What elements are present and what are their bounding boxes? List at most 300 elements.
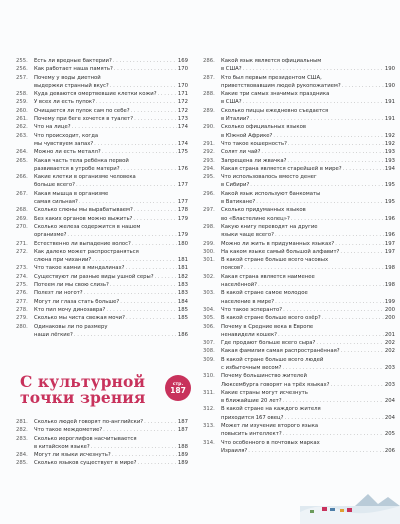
toc-entry-page: 195 xyxy=(384,199,395,206)
toc-entry-title: В какой стране больше всего людей xyxy=(221,356,324,363)
toc-entry[interactable] xyxy=(16,98,188,106)
toc-entry-number: 285. xyxy=(16,460,28,467)
toc-entry-page: 198 xyxy=(384,282,395,289)
toc-entry-title: приветствовавшим людей рукопожатием? xyxy=(221,82,341,89)
toc-entry[interactable] xyxy=(203,273,395,290)
toc-entry[interactable] xyxy=(203,165,395,173)
toc-entry-title: Сколько придуманных языков xyxy=(221,207,306,214)
toc-entry-title: в Сибири? xyxy=(221,182,250,189)
toc-entry-page: 177 xyxy=(177,182,188,189)
toc-entry-page: 200 xyxy=(384,306,395,313)
toc-dot-leader xyxy=(342,82,384,90)
toc-entry-body xyxy=(34,132,188,149)
section-heading xyxy=(20,374,145,406)
toc-entry[interactable] xyxy=(16,306,188,314)
toc-dot-leader xyxy=(132,240,177,248)
toc-entry-line xyxy=(221,231,395,239)
toc-entry-body xyxy=(34,206,188,214)
toc-entry-number: 296. xyxy=(203,190,215,197)
toc-entry-page: 196 xyxy=(384,215,395,222)
toc-entry-title: населённой? xyxy=(221,282,257,289)
toc-entry[interactable] xyxy=(16,57,188,65)
toc-entry[interactable] xyxy=(16,418,188,426)
toc-entry-line xyxy=(34,74,188,82)
toc-entry[interactable] xyxy=(16,215,188,223)
toc-entry-body xyxy=(34,65,188,73)
toc-entry-body xyxy=(34,248,188,265)
toc-entry-number: 255. xyxy=(16,58,28,64)
toc-entry-body xyxy=(221,356,395,373)
toc-entry-title: Где продают больше всего сыра? xyxy=(221,340,316,347)
toc-dot-leader xyxy=(131,107,177,115)
toc-entry-page: 204 xyxy=(384,414,395,421)
toc-entry-body xyxy=(34,323,188,340)
toc-entry-title: мы чувствуем запах? xyxy=(34,140,94,147)
toc-entry-number: 278. xyxy=(16,306,28,313)
toc-entry-body xyxy=(221,90,395,107)
toc-entry-title: Сколько иероглифов насчитывается xyxy=(34,435,137,442)
toc-entry-page: 179 xyxy=(177,232,188,239)
toc-dot-leader xyxy=(103,426,177,434)
toc-entry-line xyxy=(221,273,395,281)
toc-entry-number: 304. xyxy=(203,306,215,313)
toc-entry[interactable] xyxy=(203,422,395,439)
toc-dot-leader xyxy=(250,181,384,189)
toc-entry-body xyxy=(34,435,188,452)
toc-entry-number: 286. xyxy=(203,58,215,64)
toc-entry-number: 279. xyxy=(16,315,28,322)
toc-entry-line xyxy=(34,206,188,214)
toc-entry-line xyxy=(34,132,188,140)
toc-dot-leader xyxy=(244,264,384,272)
toc-entry-number: 302. xyxy=(203,273,215,280)
toc-entry-title: в Южной Африке? xyxy=(221,132,273,139)
toc-entry-title: Сколько железа содержится в нашем xyxy=(34,223,141,230)
toc-entry-title: в США? xyxy=(221,99,242,106)
toc-dot-leader xyxy=(291,215,384,223)
toc-entry-page: 190 xyxy=(384,82,395,89)
toc-entry-page: 191 xyxy=(384,116,395,123)
toc-entry[interactable] xyxy=(203,339,395,347)
toc-entry-title: наши лёгкие? xyxy=(34,331,73,338)
toc-entry[interactable] xyxy=(203,256,395,273)
toc-entry-page: 170 xyxy=(177,66,188,73)
toc-entry-line xyxy=(221,422,395,430)
toc-entry[interactable] xyxy=(203,314,395,322)
toc-entry-body xyxy=(221,123,395,140)
toc-entry[interactable] xyxy=(203,389,395,406)
toc-entry[interactable] xyxy=(16,107,188,115)
toc-entry-title: Куда деваются омертвевшие клетки кожи? xyxy=(34,91,157,98)
toc-entry[interactable] xyxy=(16,206,188,214)
toc-entry[interactable] xyxy=(16,123,188,131)
toc-entry-line xyxy=(34,90,188,98)
toc-entry-body xyxy=(34,426,188,434)
toc-entry[interactable] xyxy=(203,157,395,165)
toc-dot-leader xyxy=(341,347,384,355)
toc-entry-page: 173 xyxy=(177,116,188,123)
toc-entry-page: 186 xyxy=(177,331,188,338)
toc-dot-leader xyxy=(133,215,177,223)
toc-entry-line xyxy=(221,347,395,355)
toc-entry-page: 177 xyxy=(177,199,188,206)
toc-entry-body xyxy=(221,306,395,314)
toc-entry[interactable] xyxy=(203,439,395,456)
toc-entry-page: 198 xyxy=(384,265,395,272)
toc-entry-title: У всех ли есть пупок? xyxy=(34,99,95,106)
toc-entry-line xyxy=(221,198,395,206)
toc-entry-page: 205 xyxy=(384,431,395,438)
toc-entry[interactable] xyxy=(203,190,395,207)
toc-dot-leader xyxy=(91,443,177,451)
toc-entry-number: 282. xyxy=(16,427,28,434)
toc-entry-line xyxy=(34,231,188,239)
toc-entry[interactable] xyxy=(16,132,188,149)
toc-entry-title: Израиля? xyxy=(221,447,248,454)
toc-entry-title: с избыточным весом? xyxy=(221,364,282,371)
toc-dot-leader xyxy=(316,339,384,347)
toc-entry-title: приходится 167 овец? xyxy=(221,414,284,421)
toc-entry-title: Что особенного в почтовых марках xyxy=(221,439,320,446)
toc-entry-line xyxy=(221,430,395,438)
toc-entry-number: 299. xyxy=(203,240,215,247)
toc-entry-body xyxy=(34,98,188,106)
toc-entry-number: 260. xyxy=(16,107,28,114)
toc-list-culture-continued xyxy=(203,57,395,455)
toc-entry-line xyxy=(221,90,395,98)
section-heading-line1: С культурной xyxy=(20,372,146,391)
toc-entry-line xyxy=(34,198,188,206)
toc-entry-title: Что такое междометие? xyxy=(34,427,103,434)
toc-entry-line xyxy=(221,57,395,65)
toc-entry-number: 292. xyxy=(203,149,215,156)
toc-entry-page: 190 xyxy=(384,66,395,73)
toc-entry-body xyxy=(34,289,188,297)
toc-dot-leader xyxy=(248,447,384,455)
toc-entry-title: население в мире? xyxy=(221,298,275,305)
toc-entry[interactable] xyxy=(16,289,188,297)
toc-dot-leader xyxy=(84,289,177,297)
toc-entry-page: 204 xyxy=(384,398,395,405)
toc-entry-line xyxy=(221,82,395,90)
toc-dot-leader xyxy=(273,132,384,140)
toc-entry-body xyxy=(34,107,188,115)
toc-entry-title: Потеем ли мы свою слизь? xyxy=(34,282,109,289)
toc-entry[interactable] xyxy=(16,459,188,467)
badge-label: стр. xyxy=(172,381,184,387)
toc-entry-title: Что такое кошерность? xyxy=(221,140,287,147)
toc-entry-page: 176 xyxy=(177,165,188,172)
toc-entry[interactable] xyxy=(16,248,188,265)
toc-entry-line xyxy=(221,447,395,455)
toc-entry[interactable] xyxy=(203,74,395,91)
toc-entry-line xyxy=(34,323,188,331)
toc-dot-leader xyxy=(340,248,384,256)
toc-entry-title: Сколько языков существует в мире? xyxy=(34,460,137,467)
toc-entry-number: 257. xyxy=(16,74,28,81)
toc-entry-page: 181 xyxy=(177,265,188,272)
toc-entry-title: В какой стране больше всего часовых xyxy=(221,257,329,264)
toc-entry[interactable] xyxy=(203,323,395,340)
toc-entry-title: в США? xyxy=(221,66,242,73)
toc-entry[interactable] xyxy=(203,140,395,148)
toc-entry-number: 274. xyxy=(16,273,28,280)
toc-entry-title: во «Властелине колец»? xyxy=(221,215,290,222)
toc-entry[interactable] xyxy=(16,65,188,73)
toc-entry-body xyxy=(221,289,395,306)
toc-entry[interactable] xyxy=(203,248,395,256)
toc-entry-number: 258. xyxy=(16,91,28,98)
toc-entry[interactable] xyxy=(16,314,188,322)
toc-entry-line xyxy=(34,115,188,123)
toc-entry[interactable] xyxy=(203,123,395,140)
toc-entry-number: 281. xyxy=(16,419,28,425)
toc-dot-leader xyxy=(282,364,383,372)
toc-dot-leader xyxy=(137,459,176,467)
toc-entry-page: 197 xyxy=(384,248,395,255)
toc-entry-title: Какая фамилия самая распространённая? xyxy=(221,348,340,355)
toc-entry-page: 174 xyxy=(177,140,188,147)
toc-entry-page: 185 xyxy=(177,306,188,313)
toc-entry-line xyxy=(34,289,188,297)
toc-entry-body xyxy=(34,273,188,281)
toc-entry-title: Сколько пиццы ежедневно съедается xyxy=(221,107,329,114)
toc-dot-leader xyxy=(158,90,177,98)
toc-entry-line xyxy=(34,298,188,306)
toc-entry-page: 192 xyxy=(384,140,395,147)
toc-entry-line xyxy=(221,331,395,339)
toc-entry[interactable] xyxy=(203,90,395,107)
toc-entry-body xyxy=(34,223,188,240)
toc-entry-page: 199 xyxy=(384,298,395,305)
toc-entry-line xyxy=(221,148,395,156)
toc-entry-line xyxy=(221,372,395,380)
toc-entry-line xyxy=(221,414,395,422)
toc-entry[interactable] xyxy=(16,173,188,190)
toc-entry-body xyxy=(34,264,188,272)
toc-entry-line xyxy=(34,165,188,173)
toc-entry-body xyxy=(34,215,188,223)
toc-entry-line xyxy=(34,140,188,148)
toc-entry-title: Сколько официальных языков xyxy=(221,124,306,131)
toc-entry-page: 170 xyxy=(177,82,188,89)
toc-dot-leader xyxy=(79,198,177,206)
toc-entry-number: 311. xyxy=(203,389,215,396)
toc-entry-body xyxy=(34,157,188,174)
toc-entry-line xyxy=(34,181,188,189)
toc-entry-number: 310. xyxy=(203,373,215,380)
toc-entry-title: Какая мышца в организме xyxy=(34,190,109,197)
toc-entry-line xyxy=(34,281,188,289)
toc-entry-body xyxy=(221,165,395,173)
toc-entry[interactable] xyxy=(203,173,395,190)
toc-entry[interactable] xyxy=(203,107,395,124)
toc-entry-page: 189 xyxy=(177,452,188,459)
toc-entry-number: 284. xyxy=(16,452,28,459)
toc-entry-number: 277. xyxy=(16,298,28,305)
toc-entry-page: 196 xyxy=(384,232,395,239)
toc-entry[interactable] xyxy=(16,426,188,434)
toc-entry-line xyxy=(221,323,395,331)
toc-entry-number: 265. xyxy=(16,157,28,164)
toc-dot-leader xyxy=(125,264,176,272)
section-page-badge[interactable] xyxy=(165,375,191,401)
toc-entry[interactable] xyxy=(203,347,395,355)
toc-dot-leader xyxy=(134,206,177,214)
toc-entry-line xyxy=(221,223,395,231)
toc-entry-line xyxy=(34,57,188,65)
toc-entry-body xyxy=(221,273,395,290)
toc-entry-number: 295. xyxy=(203,174,215,181)
toc-entry-line xyxy=(221,405,395,413)
toc-entry-line xyxy=(34,98,188,106)
toc-entry[interactable] xyxy=(16,264,188,272)
toc-entry-body xyxy=(34,115,188,123)
toc-entry-title: слюна при чихании? xyxy=(34,257,92,264)
toc-entry-number: 267. xyxy=(16,190,28,197)
toc-entry-line xyxy=(221,298,395,306)
toc-entry[interactable] xyxy=(16,451,188,459)
toc-entry-line xyxy=(34,451,188,459)
toc-entry-line xyxy=(221,306,395,314)
toc-entry-body xyxy=(34,123,188,131)
toc-entry-title: Какая часть тела ребёнка первой xyxy=(34,157,129,164)
toc-list-body-section xyxy=(16,57,188,339)
toc-entry-body xyxy=(221,372,395,389)
toc-entry-body xyxy=(34,148,188,156)
toc-entry-title: Сколько мы чиста свежая мочи? xyxy=(34,315,125,322)
toc-entry-number: 314. xyxy=(203,439,215,446)
toc-dot-leader xyxy=(112,451,177,459)
toc-entry-title: Какой язык используют банкоматы xyxy=(221,190,321,197)
toc-entry-title: в китайском языке? xyxy=(34,443,90,450)
toc-dot-leader xyxy=(110,82,177,90)
toc-dot-leader xyxy=(278,331,384,339)
toc-entry[interactable] xyxy=(203,240,395,248)
toc-entry-number: 289. xyxy=(203,107,215,114)
toc-entry[interactable] xyxy=(16,298,188,306)
toc-entry-line xyxy=(34,82,188,90)
toc-entry[interactable] xyxy=(16,148,188,156)
toc-entry-title: Какую книгу переводят на другие xyxy=(221,223,318,230)
toc-entry-page: 203 xyxy=(384,381,395,388)
toc-dot-leader xyxy=(92,256,177,264)
toc-entry-title: Запрещена ли жвачка? xyxy=(221,157,287,164)
toc-entry[interactable] xyxy=(16,240,188,248)
toc-dot-leader xyxy=(120,298,177,306)
toc-entry-page: 192 xyxy=(384,132,395,139)
toc-entry-page: 188 xyxy=(177,443,188,450)
toc-entry-title: Почему в Средние века в Европе xyxy=(221,323,314,330)
toc-entry-body xyxy=(34,74,188,91)
toc-entry[interactable] xyxy=(203,356,395,373)
toc-entry-title: развивается в утробе матери? xyxy=(34,165,120,172)
toc-entry-body xyxy=(221,389,395,406)
toc-dot-leader xyxy=(67,231,176,239)
toc-entry-number: 273. xyxy=(16,265,28,272)
toc-entry[interactable] xyxy=(16,190,188,207)
toc-entry-page: 187 xyxy=(177,419,188,425)
toc-entry[interactable] xyxy=(203,306,395,314)
toc-entry-title: выдержки странный вкус? xyxy=(34,82,109,89)
toc-entry[interactable] xyxy=(203,148,395,156)
toc-entry[interactable] xyxy=(16,157,188,174)
toc-entry-line xyxy=(221,123,395,131)
toc-entry-page: 178 xyxy=(177,207,188,214)
toc-entry-line xyxy=(34,173,188,181)
toc-dot-leader xyxy=(258,281,384,289)
toc-entry-number: 306. xyxy=(203,323,215,330)
toc-dot-leader xyxy=(106,306,177,314)
toc-entry[interactable] xyxy=(203,223,395,240)
toc-entry-title: Можно ли есть металл? xyxy=(34,149,101,156)
toc-entry-page: 201 xyxy=(384,331,395,338)
toc-entry-line xyxy=(221,165,395,173)
toc-entry-line xyxy=(221,356,395,364)
toc-entry[interactable] xyxy=(16,281,188,289)
toc-entry-number: 300. xyxy=(203,248,215,255)
toc-entry-line xyxy=(221,215,395,223)
toc-dot-leader xyxy=(134,115,177,123)
toc-entry-title: Почему большинство жителей xyxy=(221,373,307,380)
toc-dot-leader xyxy=(275,298,384,306)
toc-entry-number: 261. xyxy=(16,116,28,123)
toc-entry[interactable] xyxy=(16,273,188,281)
toc-dot-leader xyxy=(144,418,177,426)
toc-entry[interactable] xyxy=(203,372,395,389)
toc-entry-line xyxy=(221,256,395,264)
toc-entry-line xyxy=(221,381,395,389)
toc-entry[interactable] xyxy=(203,289,395,306)
toc-entry-title: Что происходит, когда xyxy=(34,132,99,139)
toc-entry[interactable] xyxy=(203,57,395,74)
toc-entry[interactable] xyxy=(16,115,188,123)
toc-entry-page: 172 xyxy=(177,99,188,106)
toc-entry-body xyxy=(221,439,395,456)
toc-entry-line xyxy=(221,140,395,148)
toc-dot-leader xyxy=(113,57,177,65)
toc-entry-page: 194 xyxy=(384,165,395,172)
toc-entry-title: Какие клетки в организме человека xyxy=(34,174,136,181)
toc-entry-page: 195 xyxy=(384,182,395,189)
toc-entry[interactable] xyxy=(203,206,395,223)
toc-entry-body xyxy=(221,314,395,322)
toc-entry-number: 301. xyxy=(203,257,215,264)
toc-entry-body xyxy=(221,157,395,165)
toc-entry-line xyxy=(221,439,395,447)
toc-entry-body xyxy=(34,57,188,65)
toc-entry-line xyxy=(221,281,395,289)
section-heading-line2: точки зрения xyxy=(20,388,146,407)
toc-entry-number: 270. xyxy=(16,223,28,230)
toc-entry[interactable] xyxy=(203,405,395,422)
toc-entry-line xyxy=(34,157,188,165)
toc-entry[interactable] xyxy=(16,323,188,340)
toc-entry[interactable] xyxy=(16,74,188,91)
toc-entry[interactable] xyxy=(16,223,188,240)
toc-entry-body xyxy=(34,90,188,98)
toc-entry-line xyxy=(221,115,395,123)
toc-entry-title: Полезт ли ногот? xyxy=(34,290,83,297)
toc-entry-line xyxy=(221,289,395,297)
toc-entry[interactable] xyxy=(16,435,188,452)
toc-entry-number: 298. xyxy=(203,223,215,230)
toc-entry-title: в ближайшие 20 лет? xyxy=(221,398,282,405)
toc-entry-body xyxy=(221,223,395,240)
toc-entry-number: 287. xyxy=(203,74,215,81)
toc-entry[interactable] xyxy=(16,90,188,98)
toc-dot-leader xyxy=(256,198,384,206)
